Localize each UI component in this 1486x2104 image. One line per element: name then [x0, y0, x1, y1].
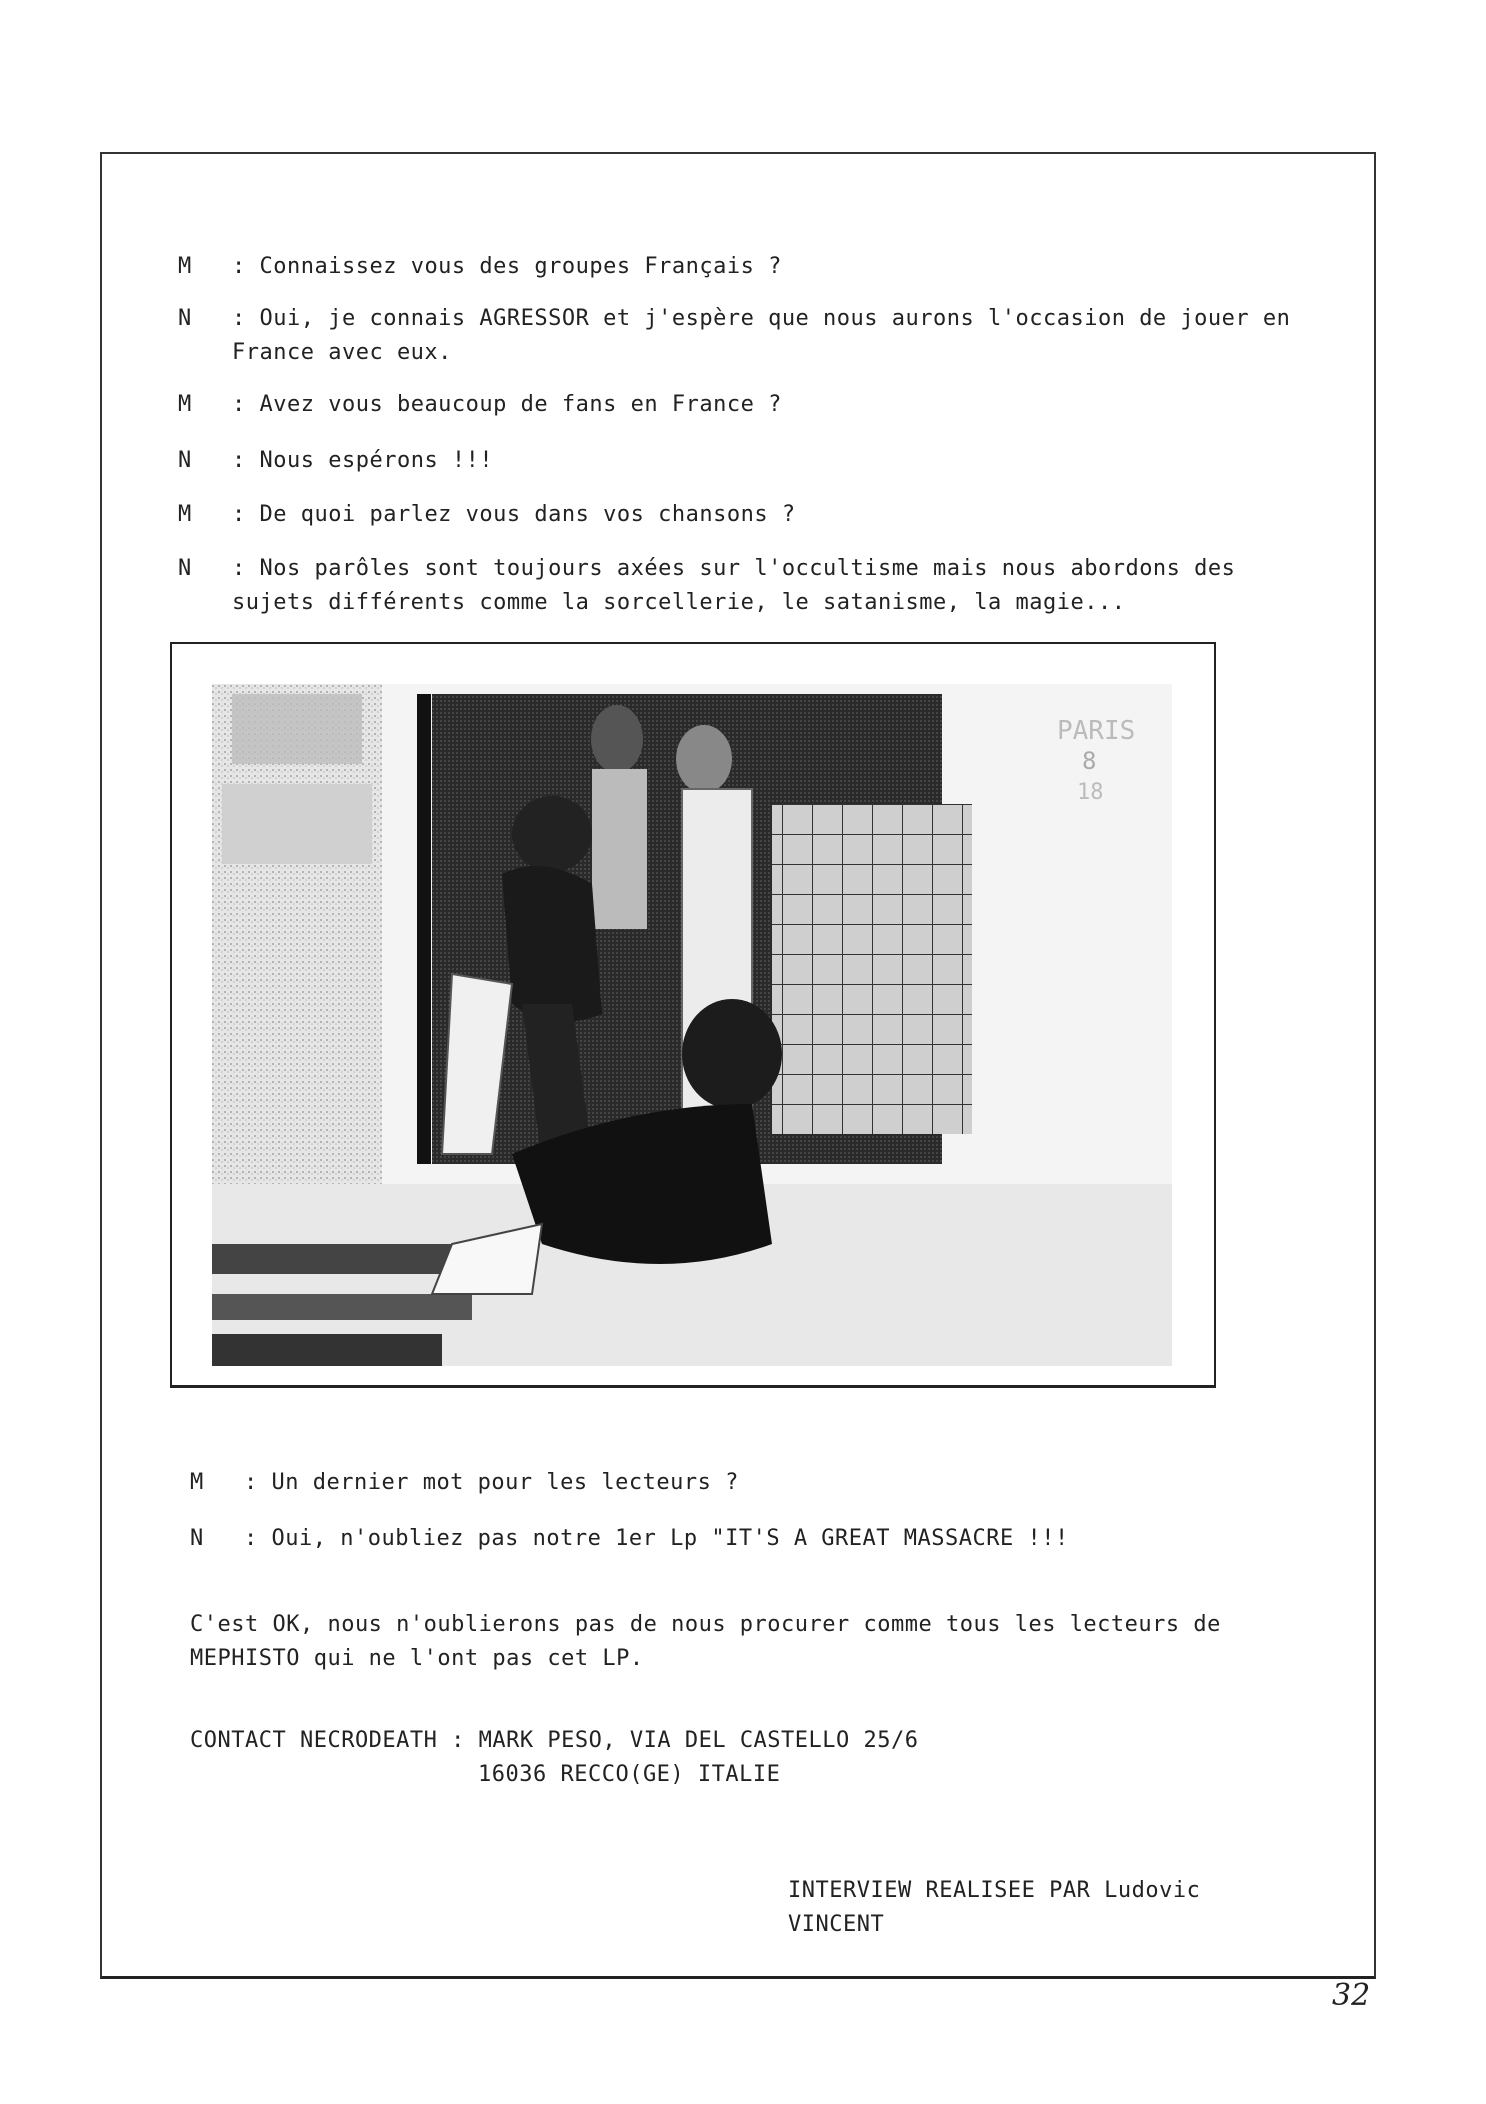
- qa-item: M : De quoi parlez vous dans vos chansons ?: [178, 498, 796, 532]
- qa-item: N : Nos parôles sont toujours axées sur l'occultisme mais nous abordons des sujets différents comme la sorcellerie, le satanisme, la magie...: [178, 552, 1235, 620]
- band-photo: [212, 684, 1172, 1366]
- closing-line-1: C'est OK, nous n'oublierons pas de nous procurer comme tous les lecteurs de: [190, 1612, 1221, 1637]
- qa-text: De quoi parlez vous dans vos chansons ?: [259, 502, 796, 527]
- contact-block: [190, 1724, 919, 1758]
- qa-item: N : Nous espérons !!!: [178, 444, 493, 478]
- qa-item: M : Avez vous beaucoup de fans en France ?: [178, 388, 782, 422]
- qa-text: Avez vous beaucoup de fans en France ?: [259, 392, 782, 417]
- speaker-label: M: [178, 254, 192, 279]
- qa-text: Nous espérons !!!: [259, 448, 494, 473]
- closing-line-2: MEPHISTO qui ne l'ont pas cet LP.: [190, 1646, 644, 1671]
- speaker-label: N: [178, 306, 192, 331]
- speaker-label: N: [178, 448, 192, 473]
- closing-paragraph: [190, 1608, 1221, 1676]
- contact-address-line-2: [478, 1758, 780, 1792]
- speaker-label: N: [178, 556, 192, 581]
- speaker-label: M: [190, 1470, 204, 1495]
- contact-address-2: 16036 RECCO(GE) ITALIE: [478, 1762, 781, 1787]
- qa-text: Oui, n'oubliez pas notre 1er Lp "IT'S A GREAT MASSACRE !!!: [271, 1526, 1069, 1551]
- qa-continuation: sujets différents comme la sorcellerie, le satanisme, la magie...: [232, 590, 1126, 615]
- qa-text: Nos parôles sont toujours axées sur l'occultisme mais nous abordons des: [259, 556, 1236, 581]
- qa-continuation: France avec eux.: [232, 340, 452, 365]
- qa-text: Connaissez vous des groupes Français ?: [259, 254, 782, 279]
- photo-stamp-3: 18: [1077, 780, 1104, 805]
- speaker-label: M: [178, 502, 192, 527]
- credit-line-2: VINCENT: [788, 1912, 885, 1937]
- page-number: 32: [1332, 1978, 1371, 2013]
- qa-item: N : Oui, n'oubliez pas notre 1er Lp "IT'S A GREAT MASSACRE !!!: [190, 1522, 1069, 1556]
- speaker-label: M: [178, 392, 192, 417]
- qa-item: M : Connaissez vous des groupes Français ?: [178, 250, 782, 284]
- photo-stamp-1: PARIS: [1057, 716, 1136, 746]
- band-photo-image: [212, 684, 1172, 1366]
- credit-line-1: INTERVIEW REALISEE PAR Ludovic: [788, 1878, 1201, 1903]
- qa-item: M : Un dernier mot pour les lecteurs ?: [190, 1466, 739, 1500]
- contact-address-1: MARK PESO, VIA DEL CASTELLO 25/6: [478, 1728, 919, 1753]
- qa-text: Oui, je connais AGRESSOR et j'espère que nous aurons l'occasion de jouer en: [259, 306, 1291, 331]
- qa-item: N : Oui, je connais AGRESSOR et j'espère que nous aurons l'occasion de jouer en France avec eux.: [178, 302, 1290, 370]
- speaker-label: N: [190, 1526, 204, 1551]
- credit-block: [788, 1874, 1200, 1942]
- qa-text: Un dernier mot pour les lecteurs ?: [271, 1470, 739, 1495]
- contact-label: CONTACT NECRODEATH :: [190, 1728, 465, 1753]
- photo-stamp-2: 8: [1082, 747, 1097, 775]
